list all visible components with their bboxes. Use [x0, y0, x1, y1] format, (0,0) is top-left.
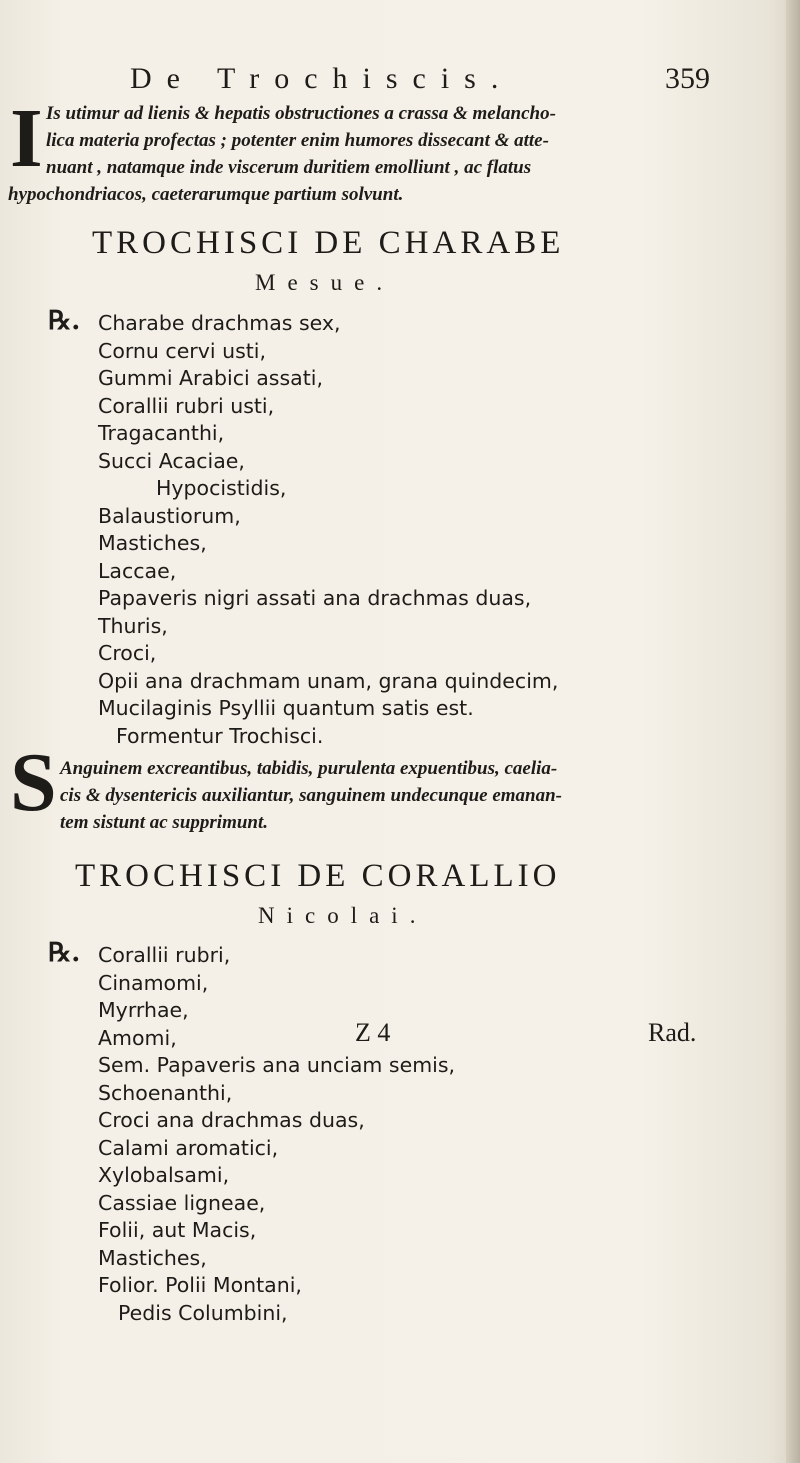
ingredient: Croci ana drachmas duas,: [98, 1108, 365, 1132]
para-line: nuant , natamque inde viscerum duritiem emolliunt , ac flatus: [46, 157, 532, 178]
ingredient: Sem. Papaveris ana unciam semis,: [98, 1053, 456, 1077]
page-number: 359: [665, 62, 710, 95]
para-line: lica materia profectas ; potenter enim humores dissecant & atte-: [46, 130, 549, 151]
ingredient: Corallii rubri,: [98, 943, 231, 967]
ingredient: Thuris,: [98, 613, 168, 638]
ingredient-list-corallio: [98, 942, 718, 1327]
ingredient: Mucilaginis Psyllii quantum satis est.: [98, 696, 474, 720]
para-line: tem sistunt ac supprimunt.: [60, 812, 269, 833]
ingredient: Cinamomi,: [98, 970, 209, 995]
ingredient: Corallii rubri usti,: [98, 393, 275, 418]
ingredient: Myrrhae,: [98, 998, 189, 1022]
ingredient: Mastiches,: [98, 1245, 207, 1270]
ingredient: Laccae,: [98, 558, 177, 583]
recipe-symbol: ℞.: [48, 938, 81, 968]
ingredient: Balaustiorum,: [98, 503, 241, 528]
ingredient: Papaveris nigri assati ana drachmas duas,: [98, 586, 532, 610]
section-title-corallio: TROCHISCI DE CORALLIO: [75, 858, 561, 894]
running-title: De Trochiscis.: [130, 62, 514, 95]
ingredient-list-charabe: [98, 310, 718, 750]
intro-paragraph: [8, 92, 708, 208]
ingredient: Opii ana drachmam unam, grana quindecim,: [98, 668, 559, 693]
ingredient: Croci,: [98, 641, 157, 665]
drop-cap-i: I: [10, 92, 43, 185]
para-line: Anguinem excreantibus, tabidis, purulenta expuentibus, caelia-: [60, 758, 558, 779]
ingredient: Folii, aut Macis,: [98, 1218, 257, 1242]
section-author-nicolai: Nicolai.: [258, 903, 428, 928]
drop-cap-s: S: [10, 736, 57, 829]
ingredient: Calami aromatici,: [98, 1135, 279, 1160]
ingredient: Cornu cervi usti,: [98, 338, 267, 363]
section-author-mesue: Mesue.: [255, 270, 395, 295]
ingredient: Schoenanthi,: [98, 1080, 233, 1105]
para-line: cis & dysentericis auxiliantur, sanguinem undecunque emanan-: [60, 785, 563, 806]
ingredient: Pedis Columbini,: [118, 1300, 288, 1325]
ingredient: Charabe drachmas sex,: [98, 311, 341, 335]
ingredient: Amomi,: [98, 1025, 177, 1050]
ingredient: Hypocistidis,: [156, 476, 287, 500]
virtues-paragraph: [10, 755, 710, 836]
ingredient: Folior. Polii Montani,: [98, 1273, 302, 1297]
catchword: Rad.: [648, 1018, 697, 1047]
recipe-symbol: ℞.: [48, 306, 81, 336]
para-line: Is utimur ad lienis & hepatis obstructiones a crassa & melancho-: [46, 103, 556, 124]
ingredient: Tragacanthi,: [98, 421, 225, 445]
ingredient: Mastiches,: [98, 531, 207, 555]
ingredient: Cassiae ligneae,: [98, 1190, 266, 1215]
para-line: hypochondriacos, caeterarumque partium solvunt.: [8, 184, 404, 205]
ingredient: Xylobalsami,: [98, 1163, 230, 1187]
ingredient: Gummi Arabici assati,: [98, 366, 323, 390]
ingredient: Succi Acaciae,: [98, 448, 245, 473]
page-header: [130, 62, 710, 96]
ingredient: Formentur Trochisci.: [116, 723, 324, 748]
section-title-charabe: TROCHISCI DE CHARABE: [92, 225, 565, 261]
signature-mark: Z 4: [355, 1018, 391, 1047]
page-edge: [786, 0, 800, 1463]
